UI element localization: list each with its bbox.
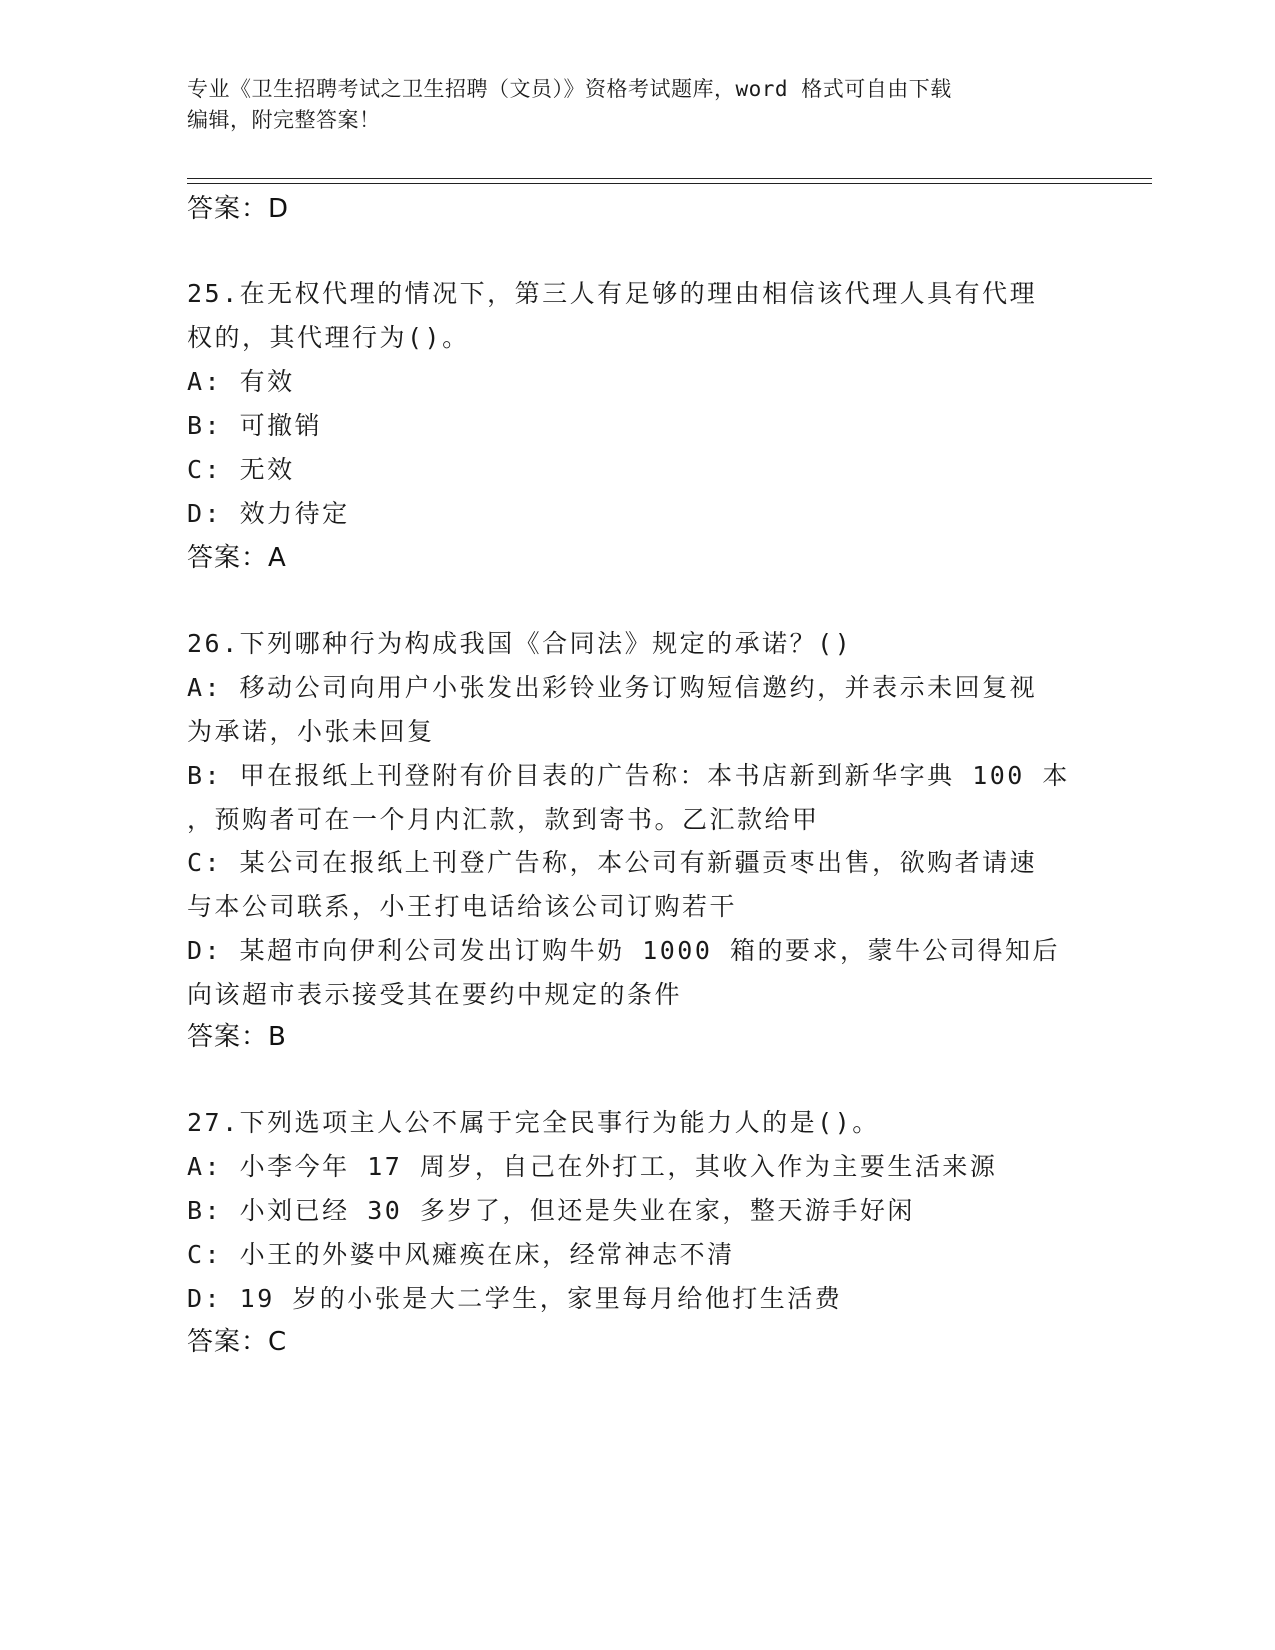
question-25-option-b: B: 可撤销 bbox=[187, 411, 323, 440]
question-26-option-b-line-1: B: 甲在报纸上刊登附有价目表的广告称：本书店新到新华字典 100 本 bbox=[187, 761, 1070, 790]
question-25-stem-line-1: 25.在无权代理的情况下，第三人有足够的理由相信该代理人具有代理 bbox=[187, 279, 1038, 308]
question-26-option-a-line-2: 为承诺，小张未回复 bbox=[187, 717, 435, 746]
header-line-1: 专业《卫生招聘考试之卫生招聘（文员）》资格考试题库，word 格式可自由下载 bbox=[187, 77, 952, 101]
question-27-option-d: D: 19 岁的小张是大二学生，家里每月给他打生活费 bbox=[187, 1284, 843, 1313]
question-25-option-c: C: 无效 bbox=[187, 455, 295, 484]
question-26-stem: 26.下列哪种行为构成我国《合同法》规定的承诺？() bbox=[187, 629, 853, 658]
question-26-option-c-line-1: C: 某公司在报纸上刊登广告称，本公司有新疆贡枣出售，欲购者请速 bbox=[187, 848, 1038, 877]
question-26-option-c-line-2: 与本公司联系，小王打电话给该公司订购若干 bbox=[187, 892, 738, 921]
document-header bbox=[187, 74, 1067, 136]
header-line-2: 编辑，附完整答案！ bbox=[187, 108, 381, 132]
question-27-answer: 答案：C bbox=[187, 1327, 288, 1357]
question-25-option-a: A: 有效 bbox=[187, 367, 295, 396]
header-divider-top bbox=[187, 178, 1152, 179]
question-26-option-b-line-2: ，预购者可在一个月内汇款，款到寄书。乙汇款给甲 bbox=[187, 805, 820, 834]
question-25-option-d: D: 效力待定 bbox=[187, 499, 350, 528]
previous-answer: 答案：D bbox=[187, 194, 290, 224]
question-26-answer: 答案：B bbox=[187, 1022, 287, 1052]
question-26-option-d-line-2: 向该超市表示接受其在要约中规定的条件 bbox=[187, 980, 683, 1009]
question-25-stem-line-2: 权的，其代理行为()。 bbox=[187, 323, 470, 352]
question-27-option-c: C: 小王的外婆中风瘫痪在床，经常神志不清 bbox=[187, 1240, 735, 1269]
question-25-answer: 答案：A bbox=[187, 543, 287, 573]
question-27-option-a: A: 小李今年 17 周岁，自己在外打工，其收入作为主要生活来源 bbox=[187, 1152, 998, 1181]
question-26-option-d-line-1: D: 某超市向伊利公司发出订购牛奶 1000 箱的要求，蒙牛公司得知后 bbox=[187, 936, 1060, 965]
question-26-option-a-line-1: A: 移动公司向用户小张发出彩铃业务订购短信邀约，并表示未回复视 bbox=[187, 673, 1038, 702]
question-27-option-b: B: 小刘已经 30 多岁了，但还是失业在家，整天游手好闲 bbox=[187, 1196, 915, 1225]
question-27-stem: 27.下列选项主人公不属于完全民事行为能力人的是()。 bbox=[187, 1108, 880, 1137]
header-divider-bottom bbox=[187, 183, 1152, 184]
